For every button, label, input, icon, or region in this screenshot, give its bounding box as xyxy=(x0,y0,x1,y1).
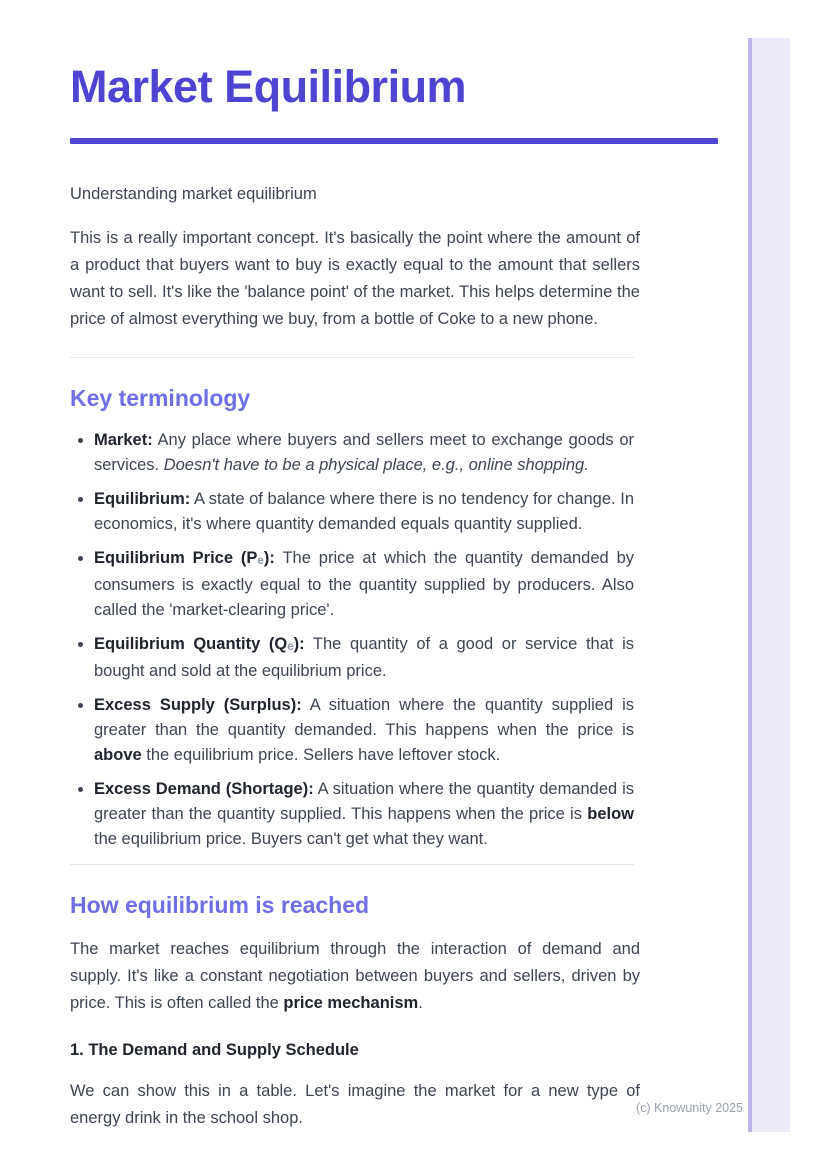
schedule-paragraph: We can show this in a table. Let's imagine the market for a new type of energy drink in the school shop. xyxy=(70,1081,640,1127)
intro-lead: Understanding market equilibrium xyxy=(70,184,317,203)
item-text: A situation where the quantity demanded is greater than the quantity supplied. This happens when the price is xyxy=(94,779,634,823)
item-text: Any place where buyers and sellers meet to exchange goods or services. xyxy=(94,430,634,474)
page-title: Market Equilibrium xyxy=(70,61,467,112)
term-label-text: Equilibrium Price (P xyxy=(94,548,258,567)
term-label-text: Equilibrium Quantity (Q xyxy=(94,634,288,653)
item-text: the equilibrium price. Sellers have leftover stock. xyxy=(141,745,501,764)
subsection-heading-schedule: 1. The Demand and Supply Schedule xyxy=(70,1040,359,1059)
item-italic-text: Doesn't have to be a physical place, e.g., online shopping. xyxy=(163,455,589,474)
term-label-text: ): xyxy=(263,548,275,567)
term-label: Market: xyxy=(94,430,153,449)
term-label: Equilibrium: xyxy=(94,489,191,508)
paragraph-text: . xyxy=(418,993,423,1012)
item-text: the equilibrium price. Buyers can't get what they want. xyxy=(94,829,488,848)
intro-paragraph: This is a really important concept. It's basically the point where the amount of a product that buyers want to buy is exactly equal to the amount that sellers want to sell. It's like the 'balance point' of the market. This helps determine the price of almost everything we buy, from a bottle of Coke to a new phone. xyxy=(70,228,640,328)
list-item-market xyxy=(94,428,634,478)
bold-keyword: above xyxy=(94,745,142,764)
bold-keyword: price mechanism xyxy=(283,993,419,1012)
item-text: A situation where the quantity supplied is greater than the quantity demanded. This happens when the price is xyxy=(94,695,635,739)
term-list xyxy=(70,428,634,852)
list-item-excess-demand xyxy=(94,777,634,852)
list-item-equilibrium xyxy=(94,487,634,537)
section-divider xyxy=(70,864,634,865)
section-heading-how-equilibrium: How equilibrium is reached xyxy=(70,891,370,918)
section-heading-key-terminology: Key terminology xyxy=(70,384,251,411)
list-item-equilibrium-price xyxy=(94,546,634,623)
term-label: Excess Supply (Surplus): xyxy=(94,695,302,714)
item-text: The price at which the quantity demanded by consumers is exactly equal to the quantity supplied by producers. Also called the 'market-clearing price'. xyxy=(94,548,634,619)
how-equilibrium-paragraph xyxy=(70,936,640,1017)
side-strip xyxy=(748,38,790,1132)
paragraph-text: The market reaches equilibrium through the interaction of demand and supply. It's like a constant negotiation between buyers and sellers, driven by price. This is often called the xyxy=(70,939,640,1012)
watermark: (c) Knowunity 2025 xyxy=(636,1101,744,1115)
title-rule xyxy=(70,138,718,144)
term-label xyxy=(94,549,275,567)
term-label xyxy=(94,635,305,653)
item-text: A state of balance where there is no tendency for change. In economics, it's where quantity demanded equals quantity supplied. xyxy=(94,489,634,533)
item-text: The quantity of a good or service that is bought and sold at the equilibrium price. xyxy=(94,634,634,680)
term-label-text: ): xyxy=(293,634,305,653)
list-item-excess-supply xyxy=(94,693,634,768)
section-divider xyxy=(70,357,634,358)
subscript-e: e xyxy=(287,640,294,653)
bold-keyword: below xyxy=(587,804,634,823)
list-item-equilibrium-quantity xyxy=(94,632,634,684)
term-label: Excess Demand (Shortage): xyxy=(94,779,314,798)
subscript-e: e xyxy=(257,554,264,567)
